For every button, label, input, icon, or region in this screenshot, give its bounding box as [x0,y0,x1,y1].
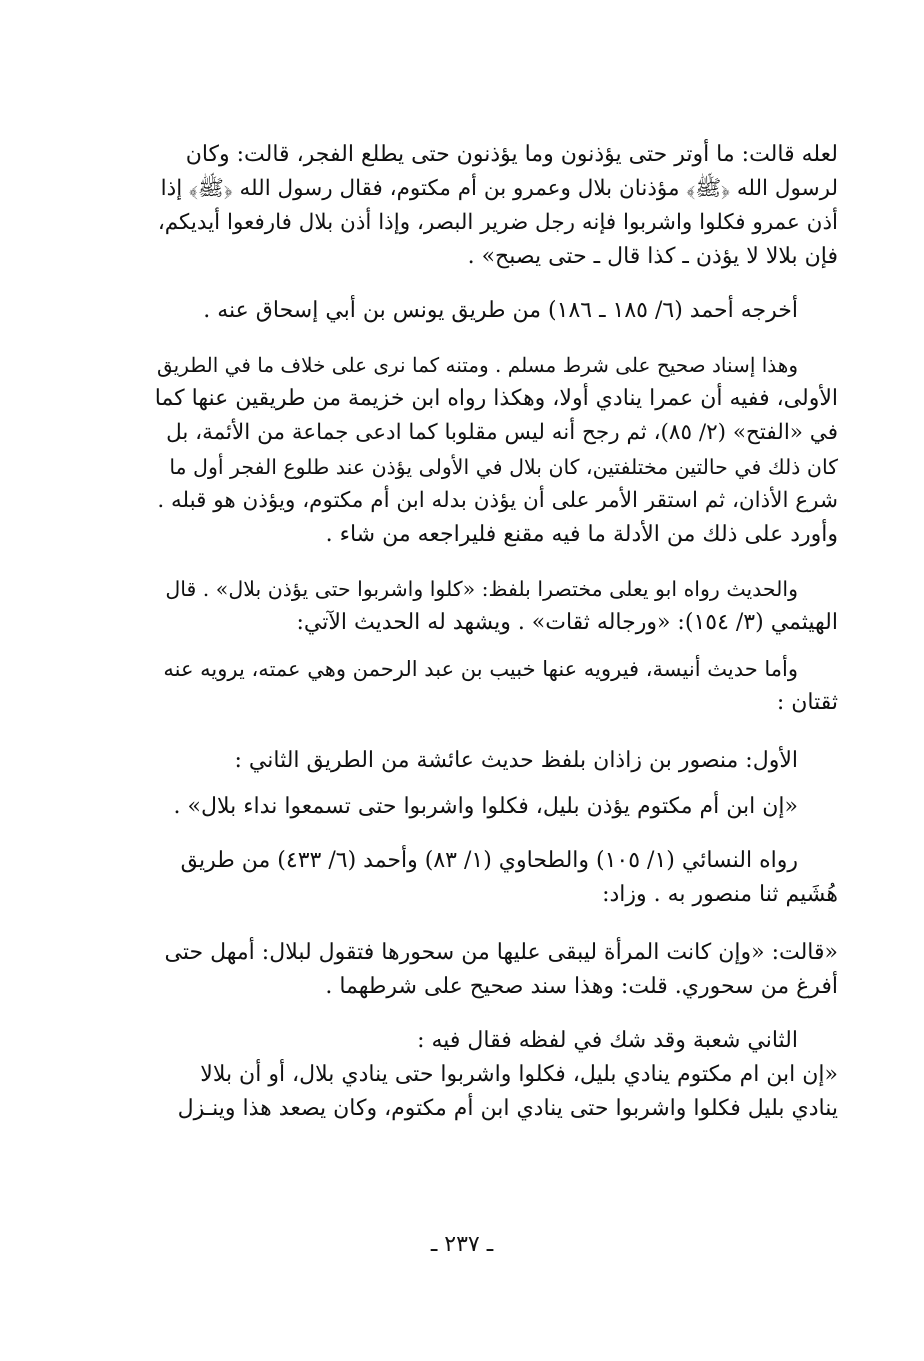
paragraph-hadith-quote [155,790,838,824]
text-line: ثقتان : [776,690,838,715]
text-line: وأما حديث أنيسة، فيرويه عنها خبيب بن عبد الرحمن وهي عمته، يرويه عنه [163,657,798,681]
text-line: هُشَيم ثنا منصور به . وزاد: [602,882,838,907]
text-line: لرسول الله ﴿ﷺ﴾ مؤذنان بلال وعمرو بن أم مكتوم، فقال رسول الله ﴿ﷺ﴾ إذا [160,176,838,201]
text-line: وهذا إسناد صحيح على شرط مسلم . ومتنه كما نرى على خلاف ما في الطريق [156,353,798,377]
paragraph-first-narrator [155,744,838,778]
text-line: «إن ابن ام مكتوم ينادي بليل، فكلوا واشربوا حتى ينادي بلال، أو أن بلالا [200,1062,838,1087]
paragraph-takhrij [155,294,838,328]
text-line: شرع الأذان، ثم استقر الأمر على أن يؤذن بدله ابن أم مكتوم، ويؤذن هو قبله . [157,488,838,513]
text-line: الأول: منصور بن زاذان بلفظ حديث عائشة من الطريق الثاني : [234,748,798,773]
text-line: أفرغ من سحوري. قلت: وهذا سند صحيح على شرطهما . [325,974,838,999]
text-line: رواه النسائي (١/ ١٠٥) والطحاوي (١/ ٨٣) وأحمد (٦/ ٤٣٣) من طريق [180,848,798,873]
text-line: أخرجه أحمد (٦/ ١٨٥ ـ ١٨٦) من طريق يونس بن أبي إسحاق عنه . [203,298,798,323]
text-line: الأولى، ففيه أن عمرا ينادي أولا، وهكذا رواه ابن خزيمة من طريقين عنها كما [154,386,838,411]
text-line: لعله قالت: ما أوتر حتى يؤذنون وما يؤذنون حتى يطلع الفجر، قالت: وكان [185,142,838,167]
text-line: كان ذلك في حالتين مختلفتين، كان بلال في الأولى يؤذن عند طلوع الفجر أول ما [169,455,838,479]
text-line: أذن عمرو فكلوا واشربوا فإنه رجل ضرير البصر، وإذا أذن بلال فارفعوا أيديكم، [157,210,838,235]
text-line: «قالت: «وإن كانت المرأة ليبقى عليها من سحورها فتقول لبلال: أمهل حتى [164,940,838,965]
page-body [155,138,838,1126]
paragraph-unaysa [155,652,838,720]
paragraph-abu-yala [155,572,838,640]
text-line: الهيثمي (٣/ ١٥٤): «ورجاله ثقات» . ويشهد له الحديث الآتي: [296,610,838,635]
text-line: فإن بلالا لا يؤذن ـ كذا قال ـ حتى يصبح» . [467,244,838,269]
paragraph-hadith-text [155,138,838,274]
text-line: والحديث رواه ابو يعلى مختصرا بلفظ: «كلوا واشربوا حتى يؤذن بلال» . قال [165,577,798,601]
text-line: وأورد على ذلك من الأدلة ما فيه مقنع فليراجعه من شاء . [325,522,838,547]
page-number: ـ ٢٣٧ ـ [430,1232,494,1257]
paragraph-second-narrator [155,1024,838,1058]
paragraph-shuba-quote [155,1058,838,1126]
text-line: ينادي بليل فكلوا واشربوا حتى ينادي ابن أم مكتوم، وكان يصعد هذا وينـزل [177,1096,838,1121]
text-line: في «الفتح» (٢/ ٨٥)، ثم رجح أنه ليس مقلوبا كما ادعى جماعة من الأئمة، بل [166,420,838,445]
text-line: «إن ابن أم مكتوم يؤذن بليل، فكلوا واشربوا حتى تسمعوا نداء بلال» . [173,794,798,819]
paragraph-nasai [155,844,838,912]
paragraph-addition [155,936,838,1004]
paragraph-isnad-discussion [155,348,838,552]
text-line: الثاني شعبة وقد شك في لفظه فقال فيه : [417,1028,798,1053]
